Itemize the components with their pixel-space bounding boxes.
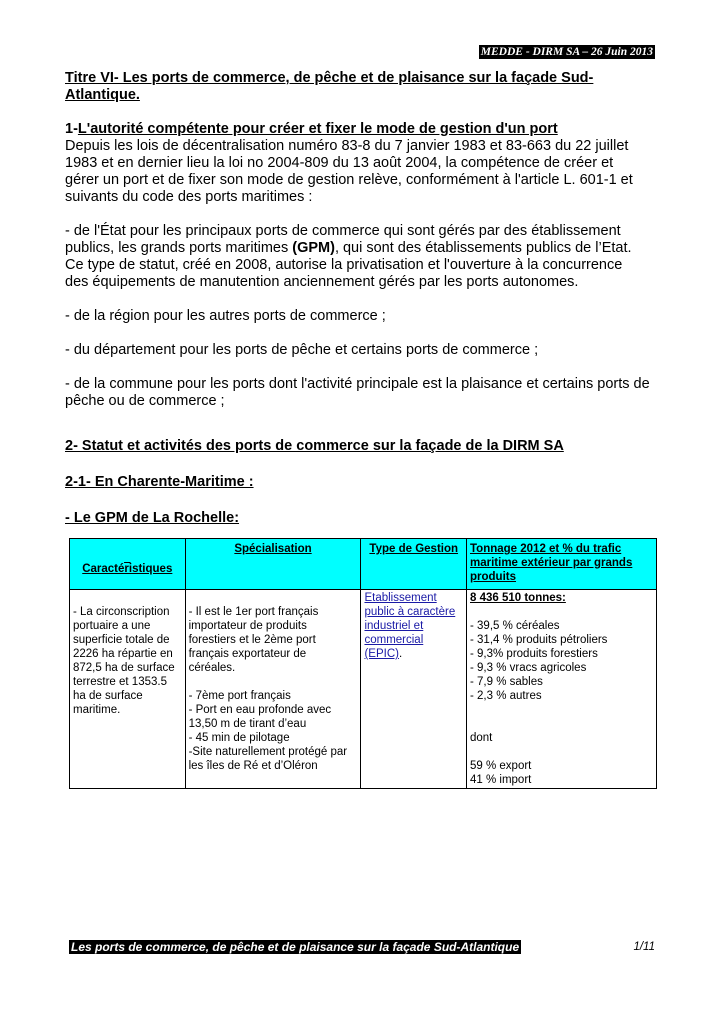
tonnage-export: 59 % export — [470, 760, 532, 772]
tonnage-dont: dont — [470, 732, 493, 744]
epic-period: . — [398, 648, 403, 660]
etat-line-2-end: , qui sont des établissements publics de l’Etat. — [334, 240, 632, 256]
tonnage-item: - 9,3 % vracs agricoles — [470, 662, 587, 674]
header-specialisation: Spécialisation — [185, 539, 361, 590]
footer-title: Les ports de commerce, de pêche et de plaisance sur la façade Sud-Atlantique — [71, 940, 520, 954]
cell-line: français exportateur de — [188, 648, 307, 660]
header-caracteristiques-label: Caractéristiques — [82, 563, 173, 575]
cell-tonnage — [467, 590, 657, 789]
cell-line: portuaire a une — [73, 620, 151, 632]
cell-line: forestiers et le 2ème port — [188, 634, 316, 646]
cell-line: - 7ème port français — [188, 690, 291, 702]
header-tag: MEDDE - DIRM SA – 26 Juin 2013 — [480, 46, 653, 58]
gpm-la-rochelle-heading: - Le GPM de La Rochelle: — [65, 510, 240, 526]
section-2-heading: 2- Statut et activités des ports de commerce sur la façade de la DIRM SA — [65, 438, 564, 454]
gpm-acronym: (GPM) — [292, 240, 335, 256]
tonnage-total: 8 436 510 tonnes: — [470, 592, 566, 604]
intro-line: gérer un port et de fixer son mode de gestion relève, conformément à l'article L. 601-1 et — [65, 172, 633, 188]
commune-line-1: - de la commune pour les ports dont l'activité principale est la plaisance et certains ports de — [65, 376, 650, 392]
commune-paragraph — [65, 376, 665, 410]
section-1-heading-text: L'autorité compétente pour créer et fixer le mode de gestion d'un port — [77, 121, 558, 137]
page-title — [65, 70, 665, 104]
tonnage-item: - 7,9 % sables — [470, 676, 543, 688]
etat-line-3: Ce type de statut, créé en 2008, autorise la privatisation et l'ouverture à la concurrence — [65, 257, 623, 273]
cell-line: -Site naturellement protégé par — [188, 746, 348, 758]
departement-paragraph: - du département pour les ports de pêche et certains ports de commerce ; — [65, 342, 539, 358]
header-caracteristiques — [70, 539, 186, 590]
cell-line: - Port en eau profonde avec — [188, 704, 332, 716]
section-2-1-heading: 2-1- En Charente-Maritime : — [65, 474, 254, 490]
cell-line: superficie totale de — [73, 634, 170, 646]
intro-line: Depuis les lois de décentralisation numéro 83-8 du 7 janvier 1983 et 83-663 du 22 juillet — [65, 138, 629, 154]
cell-line: - La circonscription — [73, 606, 170, 618]
section-1-heading-number: 1- — [65, 121, 78, 137]
table-row — [70, 590, 657, 789]
cell-line: 2226 ha répartie en — [73, 648, 173, 660]
cell-line: - Il est le 1er port français — [188, 606, 319, 618]
cell-line: les îles de Ré et d’Oléron — [188, 760, 318, 772]
header-tonnage-line: Tonnage 2012 et % du trafic — [470, 543, 622, 555]
cell-type-gestion — [361, 590, 467, 789]
epic-link-line[interactable]: Etablissement — [364, 592, 437, 604]
table-header-row — [70, 539, 657, 590]
tonnage-item: - 2,3 % autres — [470, 690, 542, 702]
cell-line: 13,50 m de tirant d’eau — [188, 718, 307, 730]
cell-line: importateur de produits — [188, 620, 307, 632]
header-type-gestion: Type de Gestion — [361, 539, 467, 590]
tonnage-item: - 9,3% produits forestiers — [470, 648, 598, 660]
tonnage-item: - 31,4 % produits pétroliers — [470, 634, 608, 646]
header-tonnage-line: maritime extérieur par grands — [470, 557, 633, 569]
epic-link-row — [364, 647, 463, 661]
etat-line-4: des équipements de manutention anciennement gérés par les ports autonomes. — [65, 274, 579, 290]
cell-line: céréales. — [188, 662, 236, 674]
commune-line-2: pêche ou de commerce ; — [65, 393, 225, 409]
tonnage-import: 41 % import — [470, 774, 532, 786]
header-tonnage — [467, 539, 657, 590]
cell-line: maritime. — [73, 704, 121, 716]
epic-link-line[interactable]: commercial — [364, 634, 424, 646]
cell-line: ha de surface — [73, 690, 143, 702]
tonnage-item: - 39,5 % céréales — [470, 620, 560, 632]
epic-link-line[interactable]: public à caractère — [364, 606, 456, 618]
epic-link-line[interactable]: industriel et — [364, 620, 424, 632]
intro-line: suivants du code des ports maritimes : — [65, 189, 313, 205]
intro-line: 1983 et en dernier lieu la loi no 2004-809 du 13 août 2004, la compétence de créer et — [65, 155, 614, 171]
cell-caracteristiques — [70, 590, 186, 789]
cell-line: - 45 min de pilotage — [188, 732, 290, 744]
etat-line-1: - de l'État pour les principaux ports de commerce qui sont gérés par des établissement — [65, 223, 621, 239]
title-line-1: Titre VI- Les ports de commerce, de pêche et de plaisance sur la façade Sud- — [65, 70, 594, 86]
region-paragraph: - de la région pour les autres ports de commerce ; — [65, 308, 386, 324]
section-2 — [65, 438, 665, 527]
header-underscore-mark: _ — [124, 552, 131, 564]
cell-line: terrestre et 1353.5 — [73, 676, 167, 688]
section-1-intro — [65, 138, 665, 206]
gpm-table — [69, 538, 657, 789]
etat-paragraph — [65, 223, 665, 291]
section-1 — [65, 121, 665, 410]
page-number: 1/11 — [633, 941, 655, 953]
epic-link-line[interactable]: (EPIC) — [364, 648, 399, 660]
etat-line-2 — [65, 240, 665, 257]
section-1-heading — [65, 121, 665, 138]
etat-line-2-start: publics, les grands ports maritimes — [65, 240, 293, 256]
title-line-2: Atlantique. — [65, 87, 140, 103]
cell-specialisation — [185, 590, 361, 789]
cell-line: 872,5 ha de surface — [73, 662, 175, 674]
header-tonnage-line: produits — [470, 571, 516, 583]
